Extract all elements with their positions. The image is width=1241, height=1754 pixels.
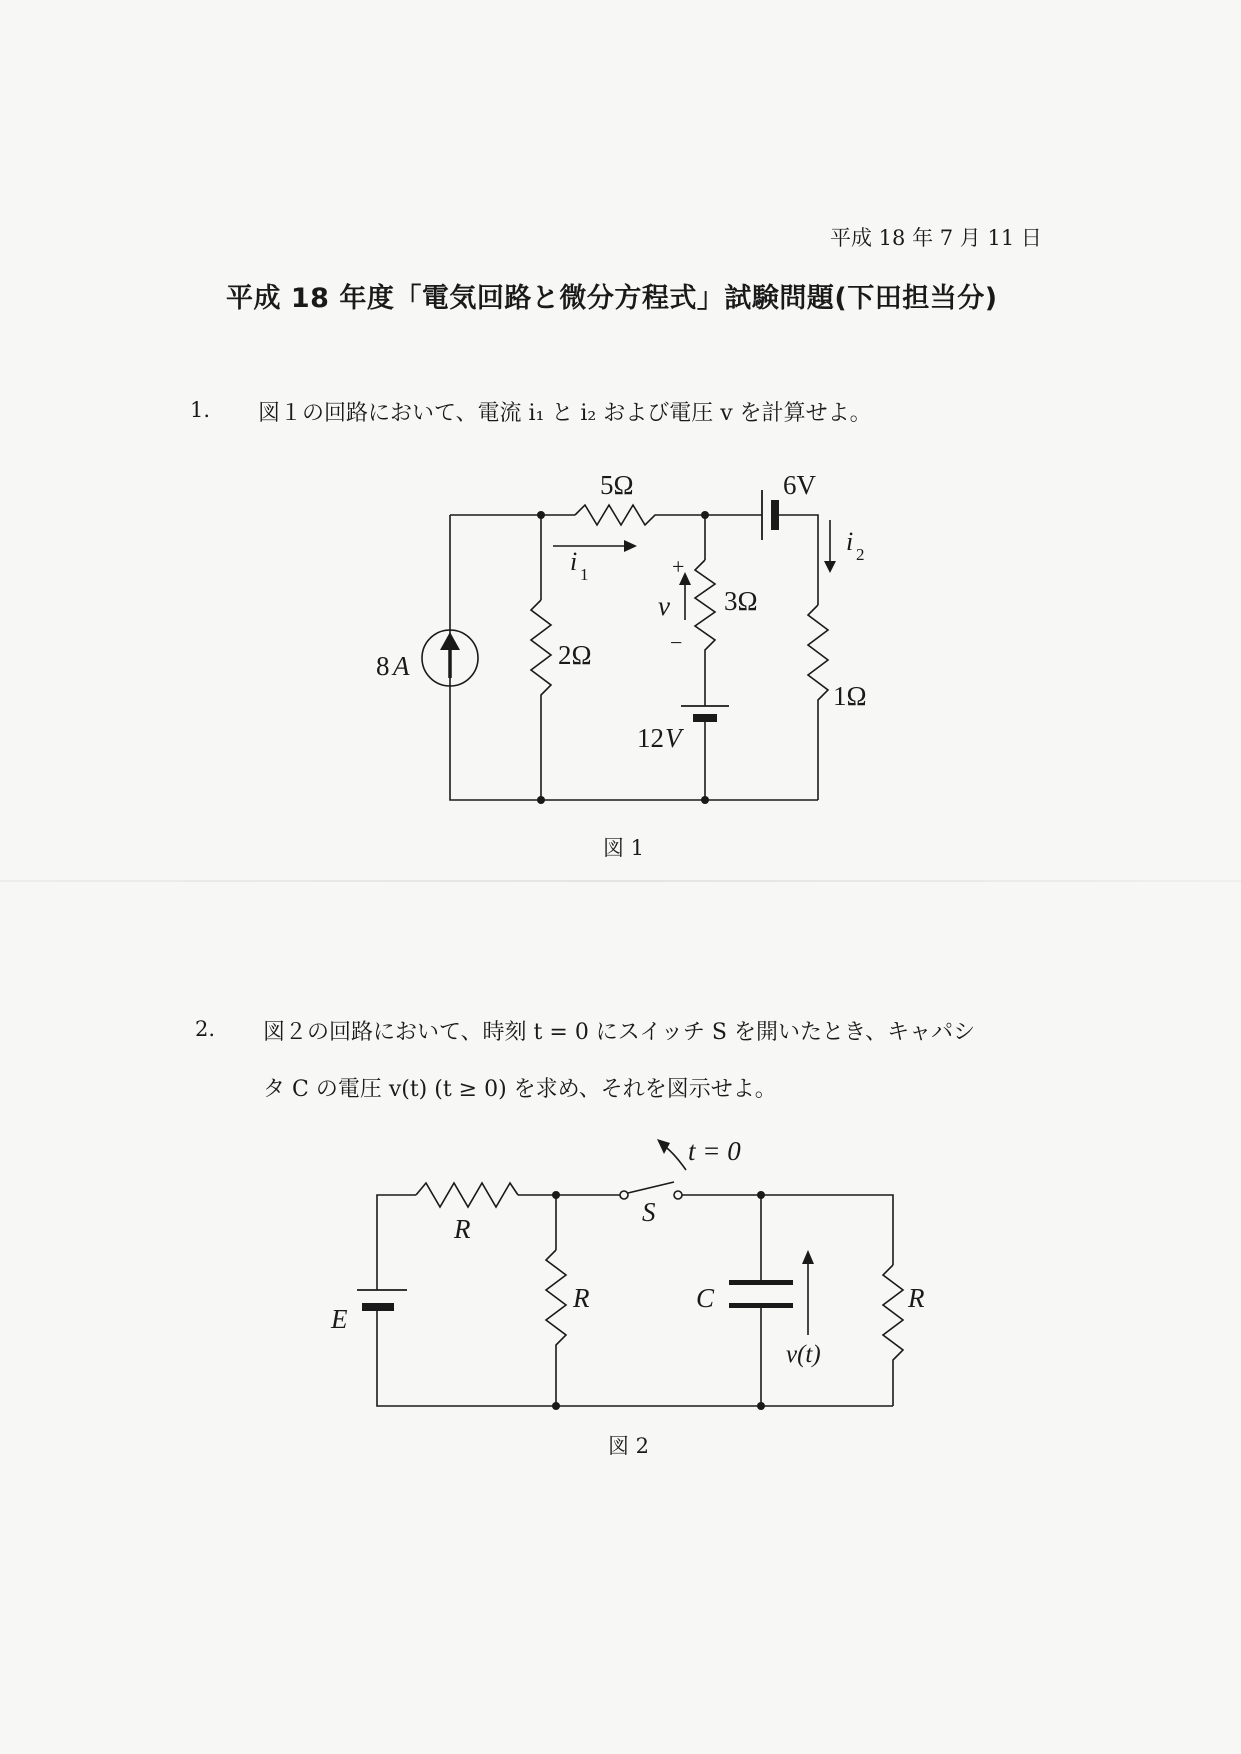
fig1-label-12: 12 <box>637 723 664 753</box>
question-2-line-1: 図２の回路において、時刻 t = 0 にスイッチ S を開いたとき、キャパシ <box>263 1020 976 1045</box>
fig1-label-1ohm: 1Ω <box>833 681 867 711</box>
fig1-label-v: v <box>658 591 670 621</box>
exam-title: 平成 18 年度「電気回路と微分方程式」試験問題(下田担当分) <box>226 283 998 314</box>
fig2-label-vt: v(t) <box>786 1341 821 1368</box>
figure-1-caption: 図 1 <box>603 836 645 860</box>
fig1-label-plus: + <box>672 554 685 579</box>
fig1-label-v-unit: V <box>665 723 682 753</box>
fig2-resistor-series <box>416 1183 518 1207</box>
fig2-switch-arrow-head <box>657 1139 670 1154</box>
question-1-text: 図１の回路において、電流 i₁ と i₂ および電圧 v を計算せよ。 <box>258 401 872 426</box>
fig2-node <box>552 1191 560 1199</box>
fig1-label-5ohm: 5Ω <box>600 470 634 500</box>
fig2-switch-contact-right <box>674 1191 682 1199</box>
fig1-label-2ohm: 2Ω <box>558 640 592 670</box>
fig2-label-t0: t = 0 <box>688 1136 741 1166</box>
question-1-number: 1. <box>190 398 211 422</box>
fig2-resistor-right <box>883 1265 903 1406</box>
fig2-switch-contact-left <box>620 1191 628 1199</box>
fig2-vt-arrow-head <box>802 1250 814 1264</box>
fig2-label-r-series: R <box>454 1214 471 1244</box>
question-2-number: 2. <box>195 1017 216 1041</box>
fig1-label-i1: i <box>570 547 578 576</box>
fig2-label-r-right: R <box>908 1283 925 1313</box>
fig1-label-i1-sub: 1 <box>580 565 589 584</box>
fig2-node <box>552 1402 560 1410</box>
figure-2-caption: 図 2 <box>608 1434 650 1458</box>
fig1-label-6v: 6V <box>783 470 816 500</box>
fig1-label-3ohm: 3Ω <box>724 586 758 616</box>
fig2-battery-short <box>362 1303 394 1311</box>
fig2-resistor-mid <box>546 1250 566 1406</box>
fig1-label-i2: i <box>846 527 854 556</box>
fig2-node <box>757 1402 765 1410</box>
exam-date: 平成 18 年 7 月 11 日 <box>830 226 1042 250</box>
fig1-label-8: 8 <box>376 651 390 681</box>
fig1-label-minus: − <box>670 630 683 655</box>
fig2-label-e: E <box>331 1304 348 1334</box>
fig2-wire-left-top <box>377 1195 416 1290</box>
fig1-label-i2-sub: 2 <box>856 545 865 564</box>
fig2-label-r-mid: R <box>573 1283 590 1313</box>
fig2-node <box>757 1191 765 1199</box>
fig2-wire-top-right <box>682 1195 893 1265</box>
fig2-label-s: S <box>642 1197 656 1227</box>
fig1-label-a: A <box>393 651 410 681</box>
fig2-label-c: C <box>696 1283 715 1313</box>
fig2-switch-blade <box>628 1182 674 1193</box>
question-2-line-2: タ C の電圧 v(t) (t ≥ 0) を求め、それを図示せよ。 <box>263 1077 777 1102</box>
fig2-capacitor-plate-bottom <box>729 1303 793 1308</box>
fig2-capacitor-plate-top <box>729 1280 793 1285</box>
